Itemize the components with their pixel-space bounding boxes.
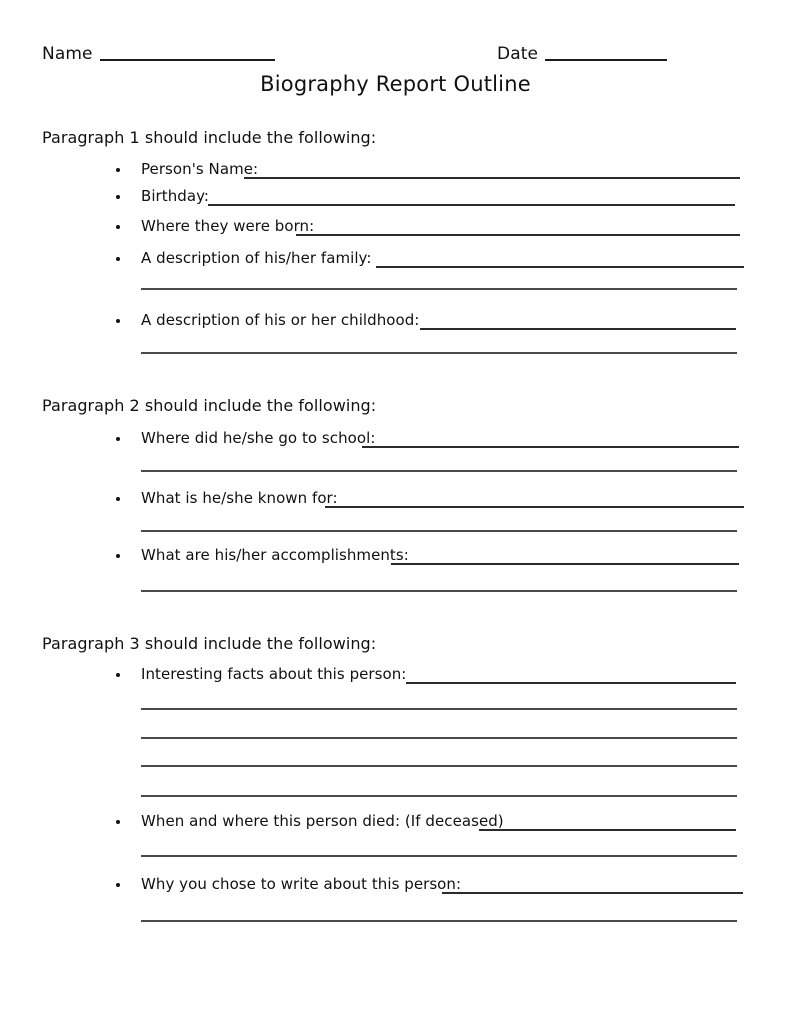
prompt-label: Where they were born: bbox=[141, 217, 315, 235]
answer-write-line[interactable] bbox=[141, 708, 737, 710]
prompt-label: Why you chose to write about this person: bbox=[141, 875, 462, 893]
answer-write-line[interactable] bbox=[141, 855, 737, 857]
prompt-label: What is he/she known for: bbox=[141, 489, 338, 507]
date-write-line[interactable] bbox=[545, 59, 667, 61]
answer-write-line[interactable] bbox=[141, 470, 737, 472]
answer-write-line[interactable] bbox=[296, 234, 740, 236]
bullet-icon bbox=[116, 673, 120, 677]
section-heading: Paragraph 3 should include the following: bbox=[42, 634, 377, 653]
prompt-label: Where did he/she go to school: bbox=[141, 429, 376, 447]
list-item bbox=[112, 545, 752, 567]
name-label: Name bbox=[42, 44, 93, 64]
answer-write-line[interactable] bbox=[141, 590, 737, 592]
header-fields bbox=[0, 44, 791, 70]
answer-write-line[interactable] bbox=[141, 530, 737, 532]
page-title: Biography Report Outline bbox=[260, 72, 531, 96]
section-heading: Paragraph 1 should include the following: bbox=[42, 128, 377, 147]
bullet-icon bbox=[116, 225, 120, 229]
bullet-icon bbox=[116, 554, 120, 558]
answer-write-line[interactable] bbox=[141, 765, 737, 767]
bullet-icon bbox=[116, 168, 120, 172]
list-item bbox=[112, 159, 752, 181]
prompt-label: A description of his/her family: bbox=[141, 249, 372, 267]
answer-write-line[interactable] bbox=[391, 563, 739, 565]
list-item bbox=[112, 216, 752, 238]
prompt-label: A description of his or her childhood: bbox=[141, 311, 420, 329]
answer-write-line[interactable] bbox=[406, 682, 736, 684]
name-field[interactable] bbox=[42, 44, 275, 64]
list-item bbox=[112, 488, 752, 510]
answer-write-line[interactable] bbox=[442, 892, 743, 894]
list-item bbox=[112, 428, 752, 450]
bullet-icon bbox=[116, 497, 120, 501]
section-heading: Paragraph 2 should include the following: bbox=[42, 396, 377, 415]
date-label: Date bbox=[497, 44, 539, 64]
bullet-icon bbox=[116, 319, 120, 323]
prompt-label: Birthday: bbox=[141, 187, 210, 205]
list-item bbox=[112, 248, 752, 270]
bullet-icon bbox=[116, 195, 120, 199]
answer-write-line[interactable] bbox=[325, 506, 744, 508]
answer-write-line[interactable] bbox=[244, 177, 740, 179]
prompt-label: What are his/her accomplishments: bbox=[141, 546, 414, 564]
list-item bbox=[112, 664, 752, 686]
answer-write-line[interactable] bbox=[141, 737, 737, 739]
date-field[interactable] bbox=[497, 44, 667, 64]
prompt-label: When and where this person died: (If deceased) bbox=[141, 812, 504, 830]
list-item bbox=[112, 186, 752, 208]
name-write-line[interactable] bbox=[100, 59, 275, 61]
bullet-icon bbox=[116, 820, 120, 824]
prompt-label: Interesting facts about this person: bbox=[141, 665, 407, 683]
answer-write-line[interactable] bbox=[479, 829, 736, 831]
list-item bbox=[112, 310, 752, 332]
answer-write-line[interactable] bbox=[208, 204, 735, 206]
answer-write-line[interactable] bbox=[141, 920, 737, 922]
answer-write-line[interactable] bbox=[141, 795, 737, 797]
answer-write-line[interactable] bbox=[141, 352, 737, 354]
list-item bbox=[112, 811, 752, 833]
list-item bbox=[112, 874, 752, 896]
bullet-icon bbox=[116, 437, 120, 441]
answer-write-line[interactable] bbox=[141, 288, 737, 290]
answer-write-line[interactable] bbox=[362, 446, 739, 448]
prompt-label: Person's Name: bbox=[141, 160, 259, 178]
bullet-icon bbox=[116, 883, 120, 887]
answer-write-line[interactable] bbox=[376, 266, 744, 268]
bullet-icon bbox=[116, 257, 120, 261]
answer-write-line[interactable] bbox=[420, 328, 736, 330]
